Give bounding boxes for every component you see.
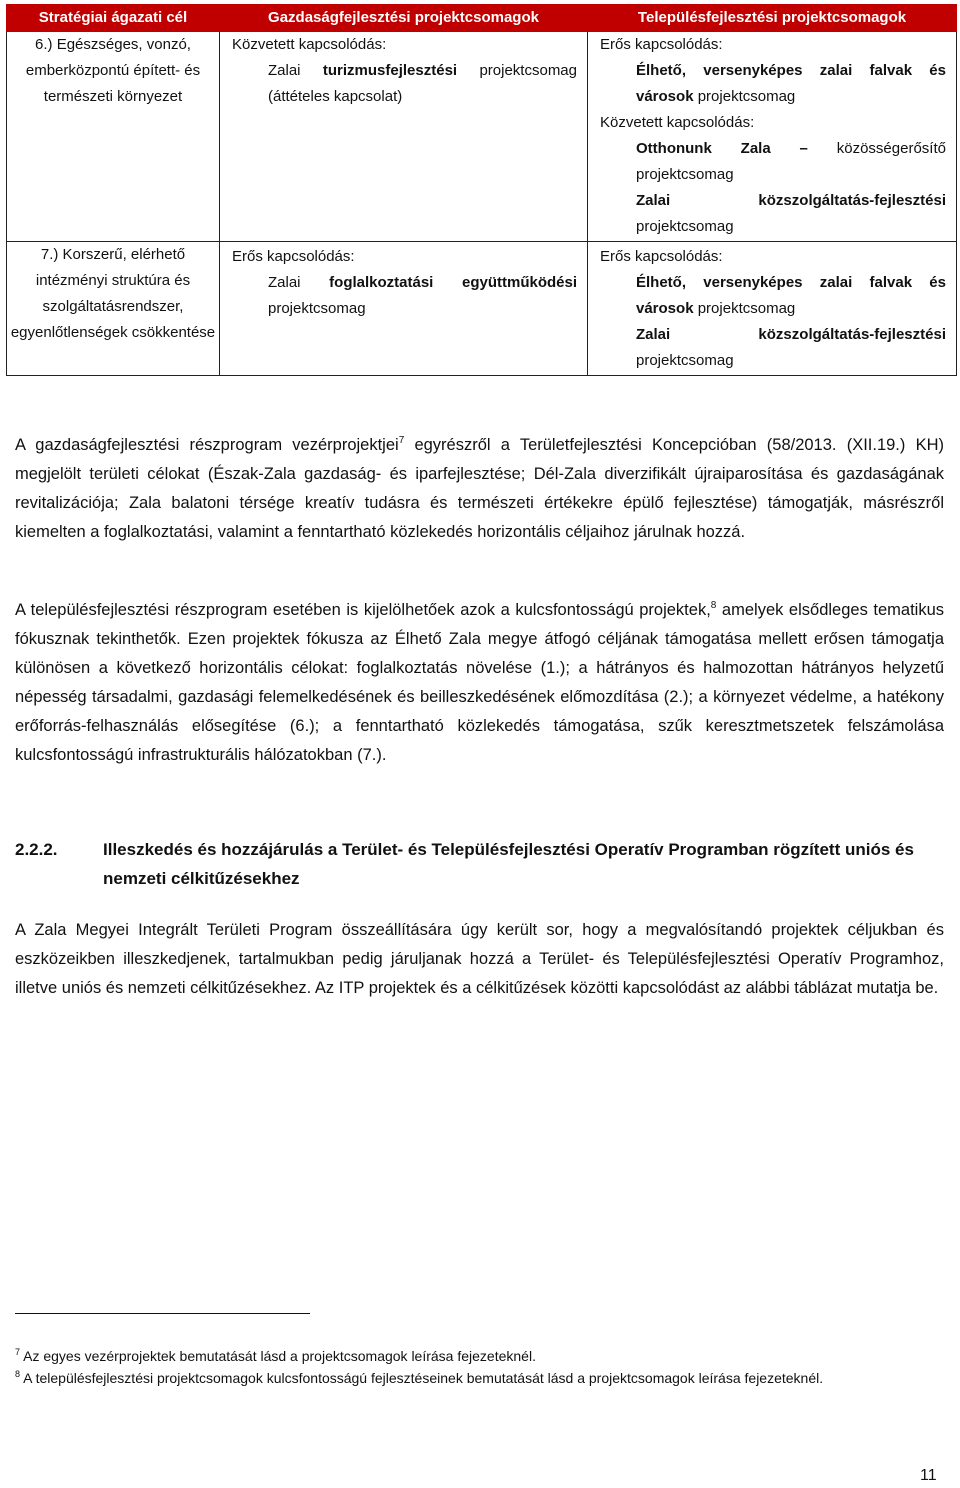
settlement-cell bbox=[588, 32, 957, 242]
footnote-ref-8[interactable]: 8 bbox=[710, 600, 717, 611]
economic-cell bbox=[220, 32, 588, 242]
connection-label: Közvetett kapcsolódás: bbox=[232, 36, 387, 53]
package-name: Otthonunk Zala – közösségerősítő projektcsomag bbox=[636, 140, 946, 183]
package-name: Zalai közszolgáltatás-fejlesztési projektcsomag bbox=[636, 326, 946, 369]
header-economic-packages: Gazdaságfejlesztési projektcsomagok bbox=[220, 5, 588, 32]
section-heading bbox=[15, 835, 944, 893]
settlement-cell bbox=[588, 242, 957, 376]
table-row bbox=[7, 242, 957, 376]
goal-cell: 7.) Korszerű, elérhető intézményi struktúra és szolgáltatásrendszer, egyenlőtlenségek csökkentése bbox=[7, 242, 220, 376]
footnote-separator bbox=[15, 1313, 310, 1314]
section-title: Illeszkedés és hozzájárulás a Terület- és Településfejlesztési Operatív Programban rögzített uniós és nemzeti célkitűzésekhez bbox=[103, 840, 914, 888]
connection-note: (áttételes kapcsolat) bbox=[268, 88, 403, 105]
package-name: Zalai turizmusfejlesztési projektcsomag bbox=[268, 62, 577, 79]
strong-connection-label: Erős kapcsolódás: bbox=[600, 248, 723, 265]
table-row bbox=[7, 32, 957, 242]
table-header-row bbox=[7, 5, 957, 32]
goal-cell: 6.) Egészséges, vonzó, emberközpontú épített- és természeti környezet bbox=[7, 32, 220, 242]
package-name: Zalai foglalkoztatási együttműködési projektcsomag bbox=[268, 274, 577, 317]
package-name: Zalai közszolgáltatás-fejlesztési projektcsomag bbox=[636, 192, 946, 235]
footnote-ref-7[interactable]: 7 bbox=[398, 435, 405, 446]
paragraph-settlement-projects: A településfejlesztési részprogram esetében is kijelölhetőek azok a kulcsfontosságú projektek,$^8$ amelyek elsődleges tematikus fókusznak tekinthetők. Ezen projektek fókusza az Élhető Zala megye átfogó céljának támogatása mellett erősen támogatja különösen a következő horizontális célokat: foglalkoztatás növelése (1.); a hátrányos és halmozottan hátrányos helyzetű népesség társadalmi, gazdasági felemelkedésének és beilleszkedésének előmozdítása (2.); a környezet védelme, a hatékony erőforrás-felhasználás elősegítése (6.); a fenntartható közlekedés támogatása, szűk keresztmetszetek felszámolása kulcsfontosságú infrastrukturális hálózatokban (7.). bbox=[15, 600, 944, 764]
paragraph-economic-flagships: A gazdaságfejlesztési részprogram vezérprojektjei$^7$ egyrészről a Területfejlesztési Koncepcióban (58/2013. (XII.19.) KH) megjelölt területi célokat (Észak-Zala gazdaság- és iparfejlesztése; Dél-Zala diverzifikált újraiparosítása és gazdaságának revitalizációja; Zala balatoni térsége kreatív tudásra és természeti értékekre épülő fejlesztése) támogatják, másrészről kiemelten a foglalkoztatási, valamint a fenntartható közlekedés horizontális céljaihoz járulnak hozzá. bbox=[15, 435, 944, 541]
section-number: 2.2.2. bbox=[15, 840, 58, 859]
economic-cell bbox=[220, 242, 588, 376]
strong-connection-label: Erős kapcsolódás: bbox=[600, 36, 723, 53]
footnote: $^8$ A településfejlesztési projektcsomagok kulcsfontosságú fejlesztéseinek bemutatását lásd a projektcsomagok leírása fejezeteknél. bbox=[15, 1369, 824, 1386]
header-strategic-goal: Stratégiai ágazati cél bbox=[7, 5, 220, 32]
indirect-connection-label: Közvetett kapcsolódás: bbox=[600, 114, 755, 131]
package-name: Élhető, versenyképes zalai falvak és városok projektcsomag bbox=[636, 274, 946, 317]
paragraph-itp-alignment: A Zala Megyei Integrált Területi Program összeállítására úgy került sor, hogy a megvalósítandó projektek céljukban és eszközeikben illeszkedjenek, tartalmukban pedig járuljanak hozzá a Terület- és Településfejlesztési Operatív Programhoz, illetve uniós és nemzeti célkitűzésekhez. Az ITP projektek és a célkitűzések közötti kapcsolódást az alábbi táblázat mutatja be. bbox=[15, 921, 944, 997]
header-settlement-packages: Településfejlesztési projektcsomagok bbox=[588, 5, 957, 32]
connection-label: Erős kapcsolódás: bbox=[232, 248, 355, 265]
strategic-goals-table bbox=[6, 4, 957, 376]
footnote: $^7$ Az egyes vezérprojektek bemutatását lásd a projektcsomagok leírása fejezeteknél. bbox=[15, 1347, 536, 1364]
package-name: Élhető, versenyképes zalai falvak és városok projektcsomag bbox=[636, 62, 946, 105]
page-number: 11 bbox=[920, 1467, 937, 1484]
